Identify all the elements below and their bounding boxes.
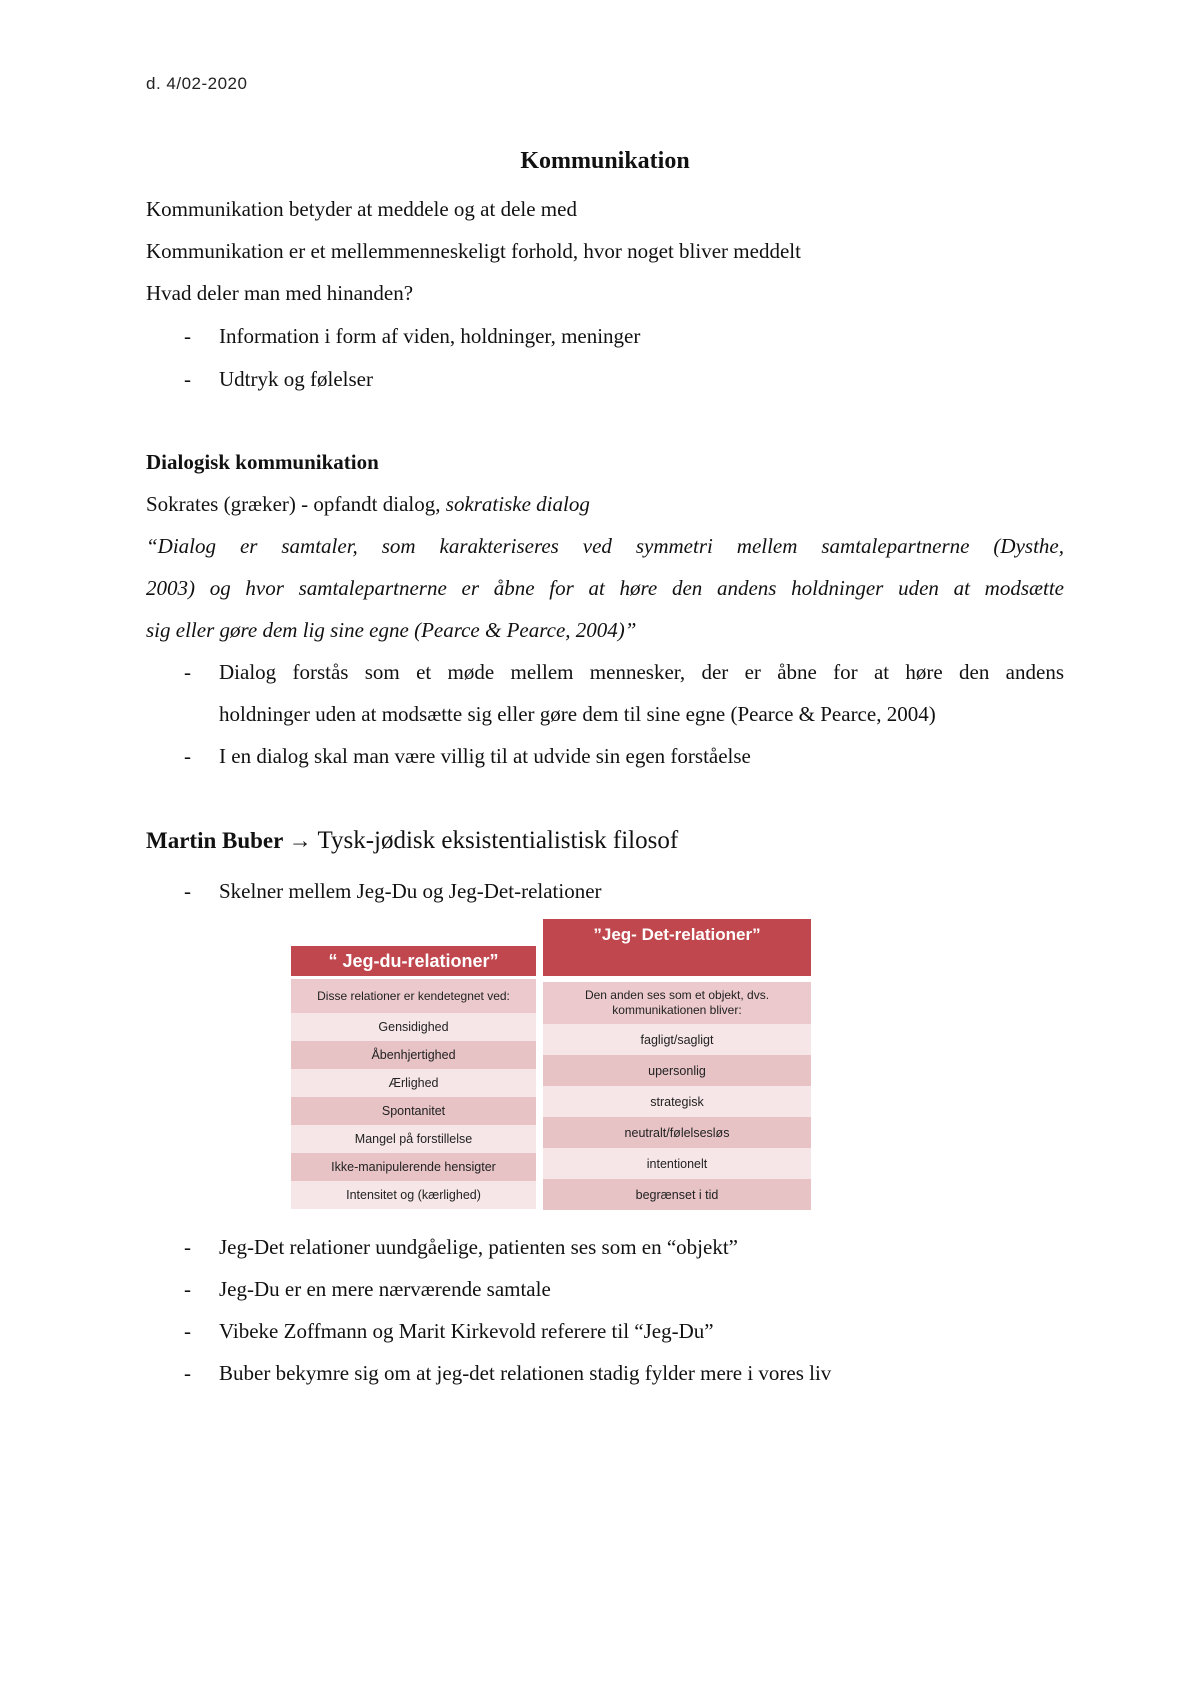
- table-row: strategisk: [543, 1086, 811, 1117]
- list-item: Buber bekymre sig om at jeg-det relationen stadig fylder mere i vores liv: [219, 1361, 832, 1385]
- list-item-continuation: holdninger uden at modsætte sig eller gøre dem til sine egne (Pearce & Pearce, 2004): [219, 702, 936, 726]
- bullet-dash: -: [184, 324, 191, 348]
- list-item: Jeg-Du er en mere nærværende samtale: [219, 1277, 551, 1301]
- table-header: ”Jeg- Det-relationer”: [543, 919, 811, 976]
- date: d. 4/02-2020: [146, 74, 248, 93]
- quote-line: sig eller gøre dem lig sine egne (Pearce & Pearce, 2004)”: [146, 618, 637, 642]
- table-row: upersonlig: [543, 1055, 811, 1086]
- page-title: Kommunikation: [520, 148, 690, 174]
- table-row: Ærlighed: [291, 1069, 536, 1097]
- table-row: fagligt/sagligt: [543, 1024, 811, 1055]
- buber-desc: Tysk-jødisk eksistentialistisk filosof: [317, 827, 679, 854]
- bullet-dash: -: [184, 744, 191, 768]
- list-item: Information i form af viden, holdninger, meninger: [219, 324, 641, 348]
- bullet-dash: -: [184, 1361, 191, 1385]
- list-item: I en dialog skal man være villig til at udvide sin egen forståelse: [219, 744, 751, 768]
- buber-name: Martin Buber: [146, 828, 283, 853]
- list-item: Dialog forstås som et møde mellem mennesker, der er åbne for at høre den andens: [219, 660, 1064, 684]
- bullet-dash: -: [184, 367, 191, 391]
- section-heading-buber: [146, 828, 678, 854]
- bullet-dash: -: [184, 879, 191, 903]
- table-jeg-det: [543, 919, 811, 1210]
- intro-line: Kommunikation betyder at meddele og at dele med: [146, 197, 577, 221]
- table-subheader: Den anden ses som et objekt, dvs. kommunikationen bliver:: [543, 982, 811, 1024]
- section-heading-dialog: Dialogisk kommunikation: [146, 450, 379, 474]
- table-row: neutralt/følelsesløs: [543, 1117, 811, 1148]
- quote-line: 2003) og hvor samtalepartnerne er åbne for at høre den andens holdninger uden at modsætte: [146, 576, 1064, 600]
- table-header: “ Jeg-du-relationer”: [291, 946, 536, 976]
- table-jeg-du: [291, 946, 536, 1209]
- table-row: intentionelt: [543, 1148, 811, 1179]
- table-subheader: Disse relationer er kendetegnet ved:: [291, 979, 536, 1013]
- table-row: Ikke-manipulerende hensigter: [291, 1153, 536, 1181]
- list-item: Udtryk og følelser: [219, 367, 373, 391]
- table-row: Åbenhjertighed: [291, 1041, 536, 1069]
- bullet-dash: -: [184, 1277, 191, 1301]
- table-row: Spontanitet: [291, 1097, 536, 1125]
- quote-line: “Dialog er samtaler, som karakteriseres ved symmetri mellem samtalepartnerne (Dysthe,: [146, 534, 1064, 558]
- list-item: Vibeke Zoffmann og Marit Kirkevold referere til “Jeg-Du”: [219, 1319, 714, 1343]
- list-item: Skelner mellem Jeg-Du og Jeg-Det-relationer: [219, 879, 602, 903]
- arrow-icon: →: [288, 828, 312, 853]
- intro-line: Kommunikation er et mellemmenneskeligt forhold, hvor noget bliver meddelt: [146, 239, 801, 263]
- bullet-dash: -: [184, 1319, 191, 1343]
- table-row: Intensitet og (kærlighed): [291, 1181, 536, 1209]
- table-row: begrænset i tid: [543, 1179, 811, 1210]
- dialog-line: [146, 491, 590, 517]
- list-item: Jeg-Det relationer uundgåelige, patienten ses som en “objekt”: [219, 1235, 738, 1259]
- dialog-line-plain: Sokrates (græker) - opfandt dialog,: [146, 492, 446, 516]
- table-row: Gensidighed: [291, 1013, 536, 1041]
- bullet-dash: -: [184, 660, 191, 684]
- dialog-line-italic: sokratiske dialog: [445, 492, 590, 516]
- intro-line: Hvad deler man med hinanden?: [146, 281, 414, 305]
- bullet-dash: -: [184, 1235, 191, 1259]
- table-row: Mangel på forstillelse: [291, 1125, 536, 1153]
